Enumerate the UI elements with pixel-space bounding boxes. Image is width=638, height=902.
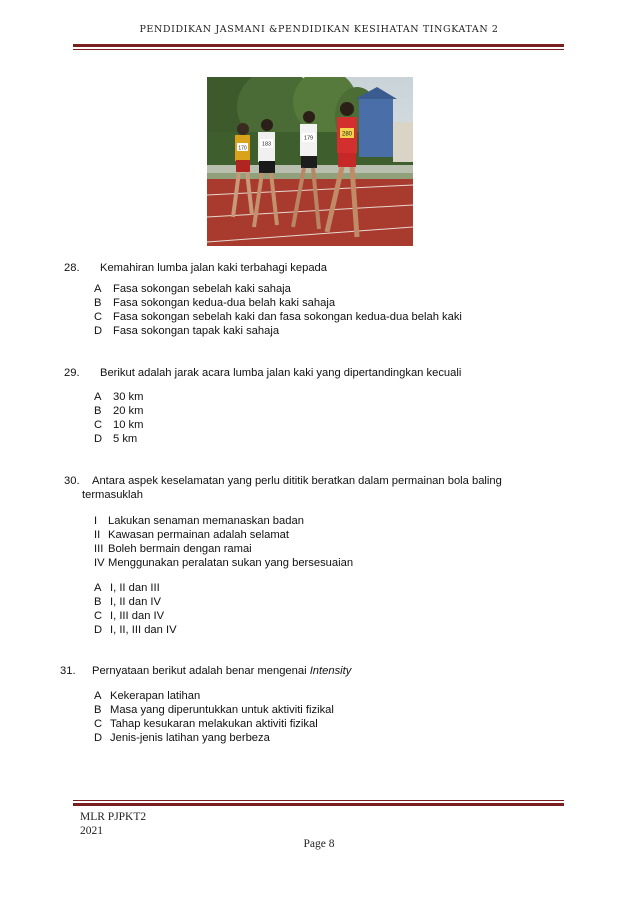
q30-statement-i: I Lakukan senaman memanaskan badan <box>94 515 304 527</box>
header-rule-thin <box>73 49 564 50</box>
q30-option-a[interactable]: A I, II dan III <box>94 582 160 594</box>
q31-option-c[interactable]: C Tahap kesukaran melakukan aktiviti fizikal <box>94 718 318 730</box>
bib-number-2: 183 <box>261 141 272 148</box>
q30-statement-ii: II Kawasan permainan adalah selamat <box>94 529 289 541</box>
q29-option-b[interactable]: B 20 km <box>94 405 144 417</box>
header-rule-thick <box>73 44 564 47</box>
page-header-title: PENDIDIKAN JASMANI &PENDIDIKAN KESIHATAN TINGKATAN 2 <box>139 24 499 35</box>
question-30-number: 30. <box>64 475 80 487</box>
q28-option-a[interactable]: A Fasa sokongan sebelah kaki sahaja <box>94 283 291 295</box>
question-29-number: 29. <box>64 367 80 379</box>
q30-statement-iii: III Boleh bermain dengan ramai <box>94 543 252 555</box>
q30-option-c[interactable]: C I, III dan IV <box>94 610 165 622</box>
q29-option-d[interactable]: D 5 km <box>94 433 138 445</box>
question-31-text: Pernyataan berikut adalah benar mengenai Intensity <box>92 665 352 677</box>
question-31-number: 31. <box>60 665 76 677</box>
question-30-text-line1: Antara aspek keselamatan yang perlu dititik beratkan dalam permainan bola baling <box>92 475 502 487</box>
bib-number-1: 170 <box>238 145 247 152</box>
footer-year: 2021 <box>80 825 103 837</box>
q31-option-d[interactable]: D Jenis-jenis latihan yang berbeza <box>94 732 270 744</box>
q29-option-a[interactable]: A 30 km <box>94 391 144 403</box>
q28-option-b[interactable]: B Fasa sokongan kedua-dua belah kaki sahaja <box>94 297 336 309</box>
bib-number-3: 179 <box>303 135 314 142</box>
q30-option-d[interactable]: D I, II, III dan IV <box>94 624 177 636</box>
q29-option-c[interactable]: C 10 km <box>94 419 144 431</box>
question-28-number: 28. <box>64 262 80 274</box>
question-29-text: Berikut adalah jarak acara lumba jalan kaki yang dipertandingkan kecuali <box>100 367 462 379</box>
footer-rule-thick <box>73 803 564 806</box>
footer-rule-thin <box>73 800 564 801</box>
q28-option-d[interactable]: D Fasa sokongan tapak kaki sahaja <box>94 325 280 337</box>
bib-number-4: 280 <box>341 131 353 138</box>
q30-option-b[interactable]: B I, II dan IV <box>94 596 161 608</box>
race-walking-photo <box>207 77 413 246</box>
question-28-text: Kemahiran lumba jalan kaki terbahagi kepada <box>100 262 328 274</box>
question-31-italic-term: Intensity <box>309 665 352 677</box>
question-30-text-line2: termasuklah <box>82 489 143 501</box>
page-number: Page 8 <box>303 838 335 850</box>
q31-option-b[interactable]: B Masa yang diperuntukkan untuk aktiviti fizikal <box>94 704 334 716</box>
q31-option-a[interactable]: A Kekerapan latihan <box>94 690 201 702</box>
footer-code: MLR PJPKT2 <box>80 811 147 823</box>
q28-option-c[interactable]: C Fasa sokongan sebelah kaki dan fasa sokongan kedua-dua belah kaki <box>94 311 462 323</box>
q30-statement-iv: IV Menggunakan peralatan sukan yang bersesuaian <box>94 557 354 569</box>
